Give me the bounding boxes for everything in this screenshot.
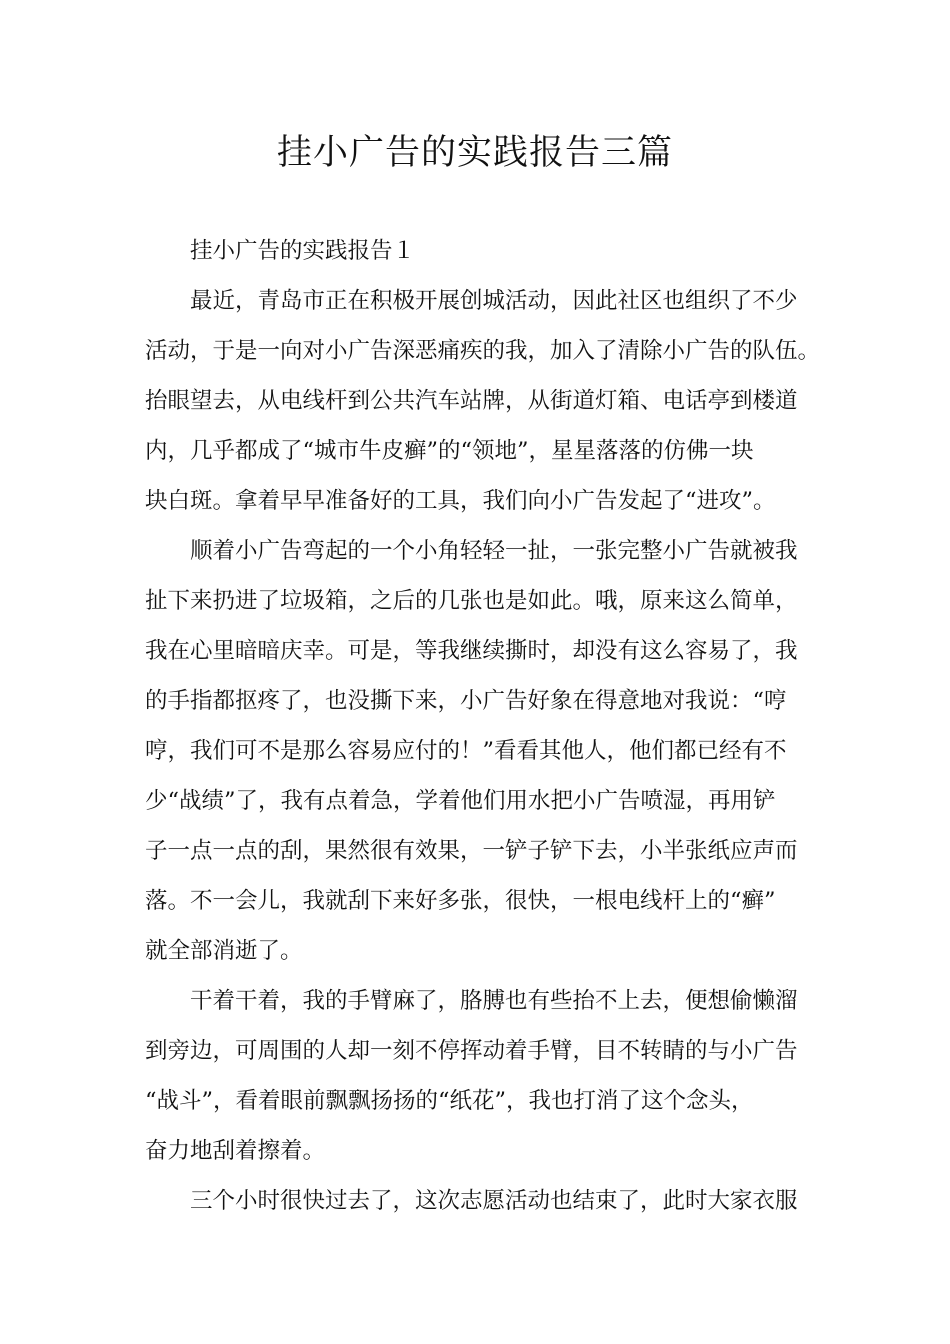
paragraph-line: 的手指都抠疼了，也没撕下来，小广告好象在得意地对我说：“哼 <box>145 688 787 714</box>
paragraph-line: 就全部消逝了。 <box>145 938 303 964</box>
document-title: 挂小广告的实践报告三篇 <box>276 133 673 173</box>
paragraph-line: 我在心里暗暗庆幸。可是，等我继续撕时，却没有这么容易了，我 <box>145 638 798 664</box>
paragraph-line: 内，几乎都成了“城市牛皮癣”的“领地”，星星落落的仿佛一块 <box>145 438 754 464</box>
paragraph-line: 三个小时很快过去了，这次志愿活动也结束了，此时大家衣服 <box>190 1188 798 1214</box>
paragraph-line: 扯下来扔进了垃圾箱，之后的几张也是如此。哦，原来这么简单， <box>145 588 798 614</box>
paragraph-line: 活动，于是一向对小广告深恶痛疾的我，加入了清除小广告的队伍。 <box>145 338 821 364</box>
paragraph-line: 奋力地刮着擦着。 <box>145 1138 326 1164</box>
paragraph-line: 哼，我们可不是那么容易应付的！”看看其他人，他们都已经有不 <box>145 738 787 764</box>
paragraph-line: 顺着小广告弯起的一个小角轻轻一扯，一张完整小广告就被我 <box>190 538 798 564</box>
paragraph-line: 落。不一会儿，我就刮下来好多张，很快，一根电线杆上的“癣” <box>145 888 776 914</box>
paragraph-line: 到旁边，可周围的人却一刻不停挥动着手臂，目不转睛的与小广告 <box>145 1038 798 1064</box>
paragraph-line: 最近，青岛市正在积极开展创城活动，因此社区也组织了不少 <box>190 288 798 314</box>
paragraph-line: “战斗”，看着眼前飘飘扬扬的“纸花”，我也打消了这个念头， <box>145 1088 754 1114</box>
section-heading: 挂小广告的实践报告１ <box>190 238 416 264</box>
paragraph-line: 干着干着，我的手臂麻了，胳膊也有些抬不上去，便想偷懒溜 <box>190 988 798 1014</box>
paragraph-line: 子一点一点的刮，果然很有效果，一铲子铲下去，小半张纸应声而 <box>145 838 798 864</box>
paragraph-line: 抬眼望去，从电线杆到公共汽车站牌，从街道灯箱、电话亭到楼道 <box>145 388 798 414</box>
paragraph-line: 块白斑。拿着早早准备好的工具，我们向小广告发起了“进攻”。 <box>145 488 776 514</box>
paragraph-line: 少“战绩”了，我有点着急，学着他们用水把小广告喷湿，再用铲 <box>145 788 776 814</box>
